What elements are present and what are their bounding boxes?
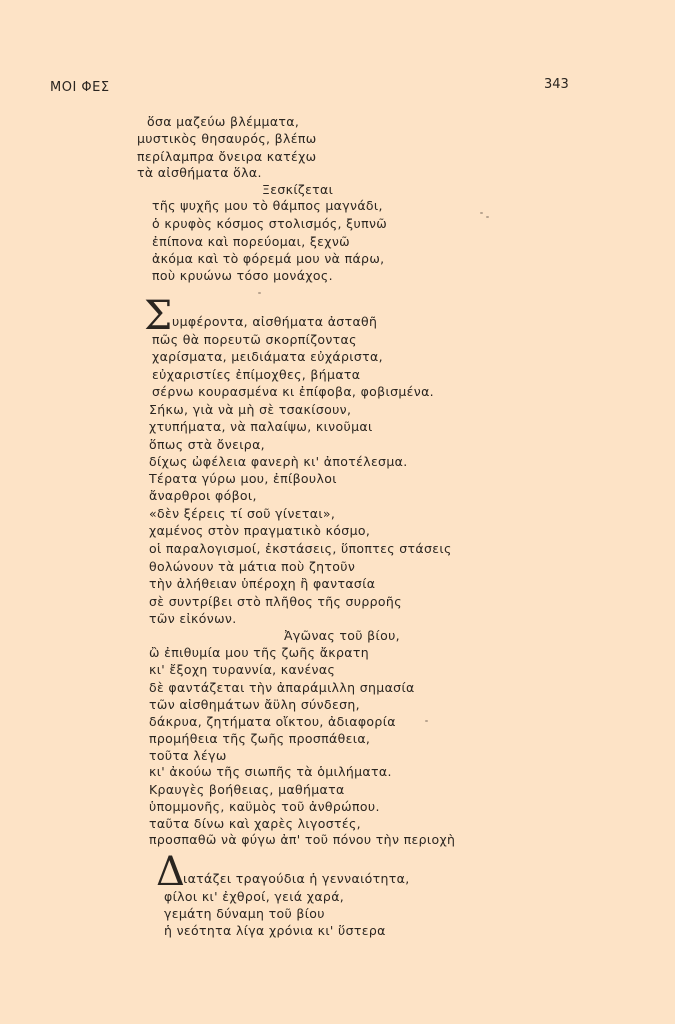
verse-line: σέρνω κουρασμένα κι ἐπίφοβα, φοβισμένα.: [152, 384, 435, 399]
scan-speck: [480, 212, 483, 214]
verse-line: Σήκω, γιὰ νὰ μὴ σὲ τσακίσουν,: [149, 402, 352, 417]
verse-line: ιατάζει τραγούδια ἡ γενναιότητα,: [183, 871, 410, 886]
verse-line: χτυπήματα, νὰ παλαίψω, κινοῦμαι: [149, 419, 373, 434]
drop-cap: Σ: [144, 293, 173, 339]
verse-line: ὅπως στὰ ὄνειρα,: [149, 437, 265, 452]
verse-line: ἐπίπονα καὶ πορεύομαι, ξεχνῶ: [152, 234, 351, 249]
verse-line: εὐχαριστίες ἐπίμοχθες, βήματα: [152, 367, 361, 382]
verse-line: ταῦτα δίνω καὶ χαρὲς λιγοστές,: [149, 816, 361, 831]
verse-line: ὑπομμονῆς, καϋμὸς τοῦ ἀνθρώπου.: [149, 799, 380, 814]
verse-line: οἱ παραλογισμοί, ἐκστάσεις, ὕποπτες στάσεις: [149, 541, 452, 556]
verse-line: δάκρυα, ζητήματα οἴκτου, ἀδιαφορία: [149, 714, 396, 729]
verse-line: περίλαμπρα ὄνειρα κατέχω: [137, 149, 317, 164]
verse-line: ἄναρθροι φόβοι,: [149, 488, 257, 503]
verse-line: προμήθεια τῆς ζωῆς προσπάθεια,: [149, 731, 371, 746]
verse-line: τῆς ψυχῆς μου τὸ θάμπος μαγνάδι,: [152, 198, 383, 213]
verse-line: δίχως ὠφέλεια φανερὴ κι' ἀποτέλεσμα.: [149, 454, 408, 469]
verse-line: υμφέροντα, αἰσθήματα ἀσταθῆ: [172, 314, 378, 329]
verse-line: θολώνουν τὰ μάτια ποὺ ζητοῦν: [149, 559, 356, 574]
verse-line: ὢ ἐπιθυμία μου τῆς ζωῆς ἄκρατη: [149, 645, 370, 660]
verse-line: σὲ συντρίβει στὸ πλῆθος τῆς συρροῆς: [149, 594, 402, 609]
verse-line: ποὺ κρυώνω τόσο μονάχος.: [152, 268, 333, 283]
verse-line: γεμάτη δύναμη τοῦ βίου: [164, 906, 325, 921]
verse-line: κι' ἀκούω τῆς σιωπῆς τὰ ὁμιλήματα.: [149, 764, 392, 779]
running-title: ΜΟΙ ΦΕΣ: [50, 80, 110, 95]
drop-cap: Δ: [156, 849, 185, 895]
verse-line: δὲ φαντάζεται τὴν ἀπαράμιλλη σημασία: [149, 680, 415, 695]
verse-line: χαρίσματα, μειδιάματα εὐχάριστα,: [152, 349, 383, 364]
verse-line: πῶς θὰ πορευτῶ σκορπίζοντας: [152, 332, 357, 347]
scan-speck: [258, 292, 261, 294]
verse-line: μυστικὸς θησαυρός, βλέπω: [137, 131, 317, 146]
verse-line: ἀκόμα καὶ τὸ φόρεμά μου νὰ πάρω,: [152, 251, 385, 266]
verse-line: κι' ἔξοχη τυραννία, κανένας: [149, 662, 336, 677]
page-number: 343: [544, 77, 569, 92]
verse-line: Ξεσκίζεται: [262, 182, 334, 197]
verse-line: «δὲν ξέρεις τί σοῦ γίνεται»,: [149, 506, 336, 521]
verse-line: φίλοι κι' ἐχθροί, γειά χαρά,: [164, 889, 345, 904]
verse-line: ἡ νεότητα λίγα χρόνια κι' ὕστερα: [164, 923, 386, 938]
scan-speck: [486, 216, 489, 218]
verse-line: Ἀγῶνας τοῦ βίου,: [284, 628, 400, 643]
verse-line: τῶν αἰσθημάτων ἄϋλη σύνδεση,: [149, 697, 360, 712]
verse-line: ὅσα μαζεύω βλέμματα,: [147, 114, 300, 129]
verse-line: τοῦτα λέγω: [149, 748, 227, 763]
verse-line: προσπαθῶ νὰ φύγω ἀπ' τοῦ πόνου τὴν περιοχὴ: [149, 832, 456, 847]
verse-line: Τέρατα γύρω μου, ἐπίβουλοι: [149, 471, 337, 486]
verse-line: χαμένος στὸν πραγματικὸ κόσμο,: [149, 523, 371, 538]
verse-line: τὰ αἰσθήματα ὅλα.: [137, 165, 262, 180]
verse-line: τῶν εἰκόνων.: [149, 611, 237, 626]
verse-line: τὴν ἀλήθειαν ὑπέροχη ἢ φαντασία: [149, 576, 376, 591]
verse-line: ὁ κρυφὸς κόσμος στολισμός, ξυπνῶ: [152, 216, 388, 231]
scan-speck: [425, 720, 428, 722]
verse-line: Κραυγὲς βοήθειας, μαθήματα: [149, 782, 345, 797]
